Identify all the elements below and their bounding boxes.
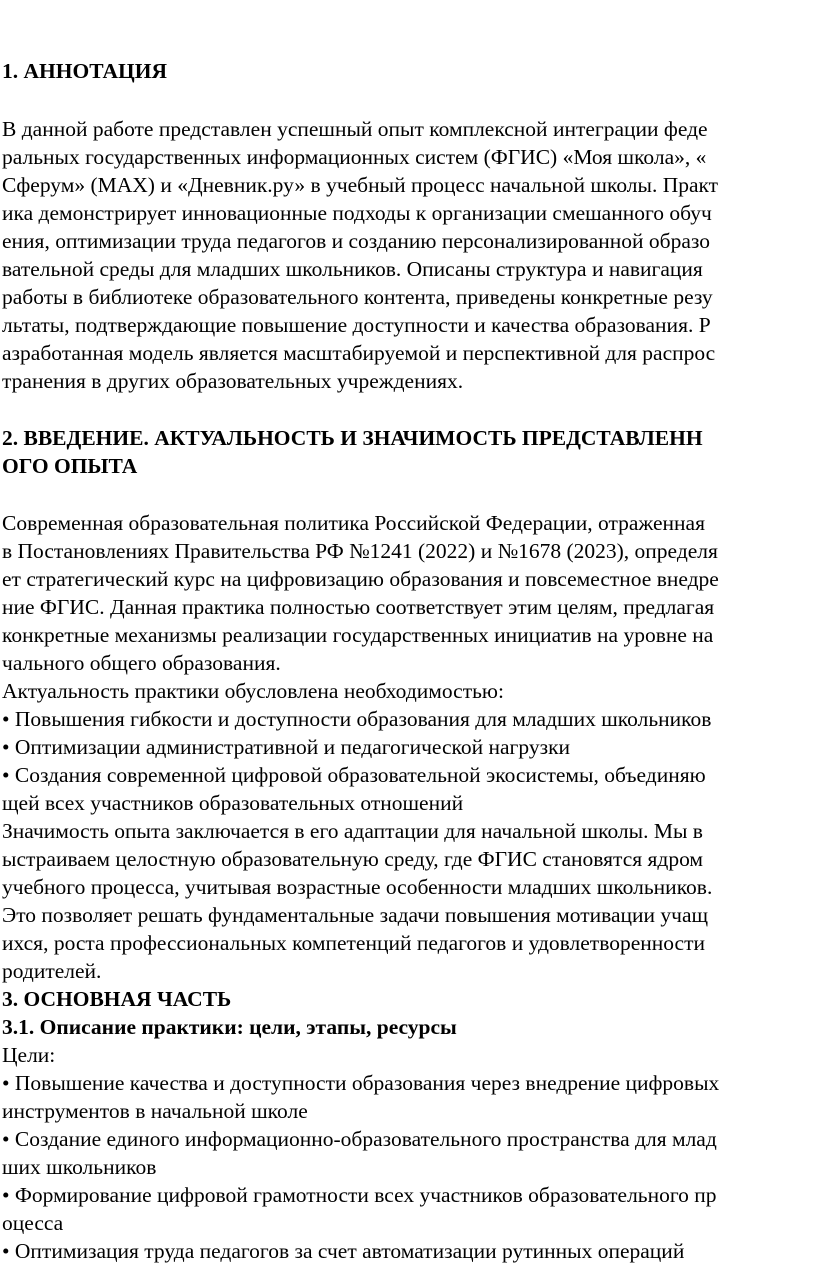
- text-line: Цели:: [2, 1043, 56, 1067]
- text-line: В данной работе представлен успешный опыт комплексной интеграции феде: [2, 117, 708, 141]
- text-line: ика демонстрирует инновационные подходы к организации смешанного обуч: [2, 201, 712, 225]
- bullet-item: • Оптимизация труда педагогов за счет автоматизации рутинных операций: [2, 1239, 685, 1263]
- bullet-item: • Создание единого информационно-образовательного пространства для млад: [2, 1127, 717, 1151]
- text-line: чального общего образования.: [2, 651, 281, 675]
- text-line: Актуальность практики обусловлена необходимостью:: [2, 679, 504, 703]
- text-line: учебного процесса, учитывая возрастные особенности младших школьников.: [2, 875, 713, 899]
- text-line: ыстраиваем целостную образовательную среду, где ФГИС становятся ядром: [2, 847, 704, 871]
- text-line: работы в библиотеке образовательного контента, приведены конкретные резу: [2, 285, 713, 309]
- text-line: азработанная модель является масштабируемой и перспективной для распрос: [2, 341, 716, 365]
- text-line: Современная образовательная политика Российской Федерации, отраженная: [2, 511, 705, 535]
- text-line: ихся, роста профессиональных компетенций педагогов и удовлетворенности: [2, 931, 705, 955]
- bullet-item: • Повышения гибкости и доступности образования для младших школьников: [2, 707, 712, 731]
- bullet-item: • Создания современной цифровой образовательной экосистемы, объединяю: [2, 763, 706, 787]
- text-line: Сферум» (МАХ) и «Дневник.ру» в учебный процесс начальной школы. Практ: [2, 173, 719, 197]
- text-line: конкретные механизмы реализации государственных инициатив на уровне на: [2, 623, 714, 647]
- text-line: ние ФГИС. Данная практика полностью соответствует этим целям, предлагая: [2, 595, 715, 619]
- text-line: инструментов в начальной школе: [2, 1099, 308, 1123]
- heading-introduction: 2. ВВЕДЕНИЕ. АКТУАЛЬНОСТЬ И ЗНАЧИМОСТЬ ПРЕДСТАВЛЕНН: [2, 426, 703, 450]
- text-line: вательной среды для младших школьников. Описаны структура и навигация: [2, 257, 703, 281]
- text-line: щей всех участников образовательных отношений: [2, 791, 464, 815]
- text-line: льтаты, подтверждающие повышение доступности и качества образования. Р: [2, 313, 711, 337]
- text-line: ет стратегический курс на цифровизацию образования и повсеместное внедре: [2, 567, 719, 591]
- heading-practice-description: 3.1. Описание практики: цели, этапы, ресурсы: [2, 1015, 457, 1039]
- text-line: в Постановлениях Правительства РФ №1241 (2022) и №1678 (2023), определя: [2, 539, 718, 563]
- text-line: ших школьников: [2, 1155, 157, 1179]
- text-line: родителей.: [2, 959, 102, 983]
- text-line: Значимость опыта заключается в его адаптации для начальной школы. Мы в: [2, 819, 703, 843]
- text-line: транения в других образовательных учреждениях.: [2, 369, 464, 393]
- heading-annotation: 1. АННОТАЦИЯ: [2, 59, 167, 83]
- heading-introduction-continued: ОГО ОПЫТА: [2, 454, 138, 478]
- heading-main-part: 3. ОСНОВНАЯ ЧАСТЬ: [2, 987, 232, 1011]
- bullet-item: • Оптимизации административной и педагогической нагрузки: [2, 735, 571, 759]
- text-line: оцесса: [2, 1211, 64, 1235]
- bullet-item: • Повышение качества и доступности образования через внедрение цифровых: [2, 1071, 720, 1095]
- text-line: ральных государственных информационных систем (ФГИС) «Моя школа», «: [2, 145, 707, 169]
- text-line: ения, оптимизации труда педагогов и созданию персонализированной образо: [2, 229, 711, 253]
- text-line: Это позволяет решать фундаментальные задачи повышения мотивации учащ: [2, 903, 709, 927]
- bullet-item: • Формирование цифровой грамотности всех участников образовательного пр: [2, 1183, 717, 1207]
